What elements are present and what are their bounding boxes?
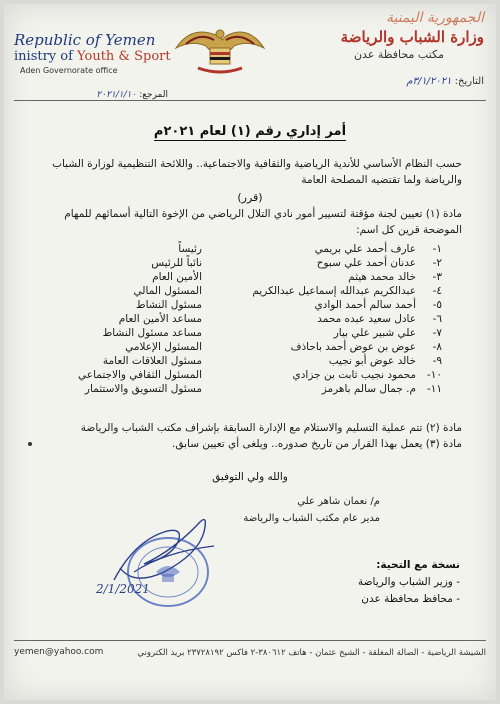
member-role: نائباً للرئيس — [151, 257, 202, 269]
reference-handwritten: ٢٠٢١/١/١٠ — [96, 90, 137, 100]
signer-title: مدير عام مكتب الشباب والرياضة — [243, 513, 380, 524]
member-row — [62, 312, 442, 326]
article-3: مادة (٣) يعمل بهذا القرار من تاريخ صدوره.. ويلغى أي تعيين سابق. — [172, 438, 462, 450]
document-title-text: أمر إداري رقم (١) لعام ٢٠٢١م — [153, 124, 347, 139]
member-number: ١- — [432, 243, 442, 255]
member-role: الأمين العام — [152, 271, 202, 283]
date-line — [304, 76, 484, 87]
member-name: خالد محمد هيثم — [348, 271, 416, 283]
member-row — [62, 284, 442, 298]
member-role: مساعد الأمين العام — [118, 313, 202, 325]
closing-line: والله ولي التوفيق — [212, 471, 288, 483]
header-en-country: Republic of Yemen — [14, 31, 156, 49]
date-handwritten: ٣/١/٢٠٢١م — [406, 76, 452, 87]
member-row — [62, 382, 442, 396]
member-name: عدنان أحمد علي سبوح — [316, 257, 416, 269]
member-name: عبدالكريم عبدالله إسماعيل عبدالكريم — [252, 285, 416, 297]
header-ar-ministry: وزارة الشباب والرياضة — [340, 28, 484, 46]
footer — [14, 644, 486, 664]
member-number: ٤- — [432, 285, 442, 297]
member-row — [62, 354, 442, 368]
member-number: ٩- — [432, 355, 442, 367]
member-name: عارف أحمد علي بريمي — [314, 243, 416, 255]
member-number: ١٠- — [426, 369, 442, 381]
official-stamp-icon — [122, 532, 214, 612]
member-role: مساعد مسئول النشاط — [102, 327, 202, 339]
article-1: مادة (١) تعيين لجنة مؤقتة لتسيير أمور نادي التلال الرياضي من الإخوة التالية أسمائهم للمهام الموضحة قرين كل اسم: — [64, 208, 462, 236]
header-en-ministry — [14, 49, 184, 65]
member-number: ٦- — [432, 313, 442, 325]
signer-name: م/ نعمان شاهر علي — [297, 496, 380, 507]
header-left — [14, 31, 184, 100]
member-role: مسئول النشاط — [135, 299, 202, 311]
member-row — [62, 270, 442, 284]
member-name: عادل سعيد عبده محمد — [317, 313, 416, 325]
stamp-handwritten-date: 2/1/2021 — [96, 582, 150, 596]
member-name: م. جمال سالم باهرمز — [321, 383, 416, 395]
article-2: مادة (٢) تتم عملية التسليم والاستلام مع الإدارة السابقة بإشراف مكتب الشباب والرياضة — [80, 422, 462, 434]
intro-paragraph: حسب النظام الأساسي للأندية الرياضية والثقافية والاجتماعية.. واللائحة التنظيمية لوزارة الشباب والرياضة ولما تقتضيه المصلحة العامة — [52, 158, 462, 186]
member-role: المسئول المالي — [133, 285, 202, 297]
header-en-ministry-highlight: Youth & Sport — [77, 49, 171, 64]
member-name: علي شبير علي بيار — [333, 327, 416, 339]
footer-address-text: الشيخ عثمان - هاتف ٣٨٠٦١٢-٢ فاكس ٢٣٧٢٨١٩٢ بريد الكتروني — [137, 648, 360, 658]
member-row — [62, 242, 442, 256]
member-name: محمود نجيب ثابت بن جزادي — [292, 369, 416, 381]
header-en-office: Aden Governorate office — [20, 66, 118, 75]
member-role: المسئول الإعلامي — [125, 341, 202, 353]
member-row — [62, 340, 442, 354]
header-ar-office: مكتب محافظة عدن — [353, 48, 444, 61]
member-number: ٣- — [432, 271, 442, 283]
document-page — [4, 4, 496, 700]
member-row — [62, 326, 442, 340]
member-number: ٢- — [432, 257, 442, 269]
date-label: التاريخ: — [454, 76, 484, 87]
member-number: ٧- — [432, 327, 442, 339]
header-divider — [14, 100, 486, 101]
members-list — [62, 242, 442, 396]
header-ar-country: الجمهورية اليمنية — [385, 10, 484, 26]
header-en-ministry-prefix: inistry of — [14, 49, 78, 64]
member-number: ٨- — [432, 341, 442, 353]
member-name: أحمد سالم أحمد الوادي — [314, 299, 416, 311]
copy-block — [260, 557, 460, 608]
header-right — [294, 10, 484, 87]
reference-line — [18, 90, 168, 100]
member-name: خالد عوض أبو نجيب — [328, 355, 416, 367]
member-role: مسئول العلاقات العامة — [102, 355, 202, 367]
member-row — [62, 298, 442, 312]
footer-address — [137, 648, 486, 658]
member-name: عوض بن عوض أحمد باحاذف — [290, 341, 416, 353]
member-role: رئيساً — [178, 243, 202, 255]
member-number: ١١- — [426, 383, 442, 395]
footer-email: yemen@yahoo.com — [14, 647, 104, 657]
member-role: المسئول الثقافي والاجتماعي — [78, 369, 202, 381]
ink-mark — [28, 442, 32, 446]
decision-heading: (قرر) — [237, 191, 263, 204]
member-role: مسئول التسويق والاستثمار — [84, 383, 202, 395]
copy-item: - وزير الشباب والرياضة — [357, 576, 460, 588]
footer-address-prefix: الشيشة الرياضية - الصالة المغلقة - — [362, 648, 486, 658]
reference-label: المرجع: — [139, 90, 168, 100]
member-number: ٥- — [432, 299, 442, 311]
copy-title: نسخة مع التحية: — [376, 559, 460, 571]
footer-divider — [14, 640, 486, 641]
member-row — [62, 256, 442, 270]
copy-item: - محافظ محافظة عدن — [361, 593, 460, 605]
document-title — [4, 124, 496, 139]
yemen-emblem-icon — [172, 18, 268, 78]
member-row — [62, 368, 442, 382]
